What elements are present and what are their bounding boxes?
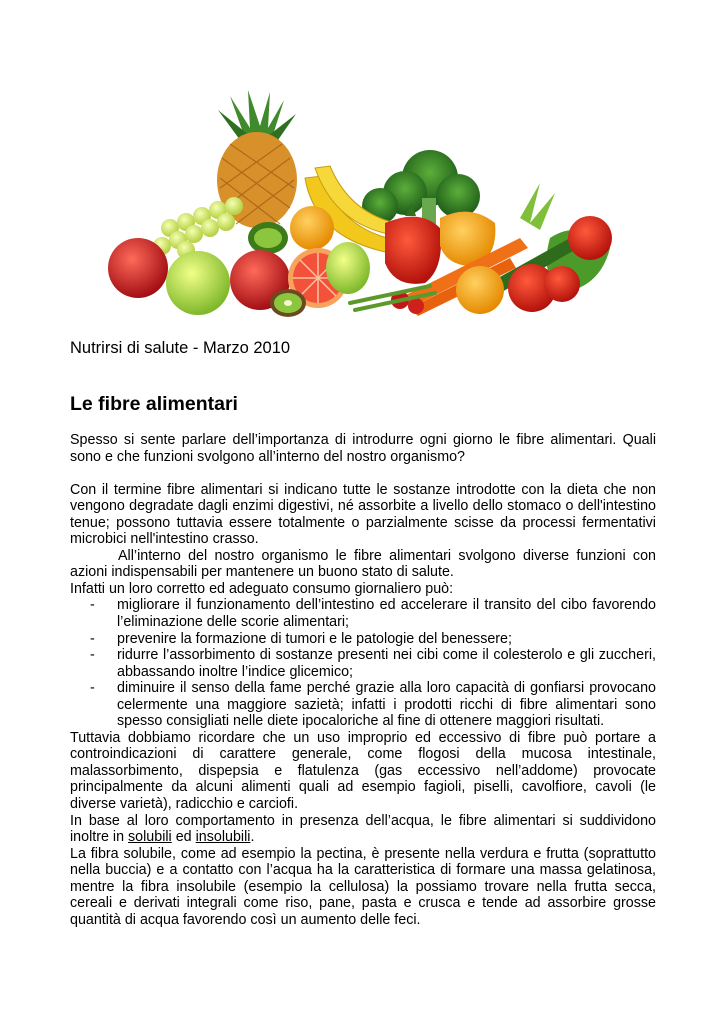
list-item: - migliorare il funzionamento dell’intestino ed accelerare il transito del cibo favorendo l’eliminazione delle scorie alimentari; — [90, 597, 656, 630]
kiwi — [270, 289, 306, 317]
intro-paragraph: Spesso si sente parlare dell’importanza di introdurre ogni giorno le fibre alimentari. Quali sono e che funzioni svolgono all’interno del nostro organismo? — [70, 432, 656, 465]
classification-paragraph: In base al loro comportamento in presenza dell’acqua, le fibre alimentari si suddividono inoltre in solubili ed insolubili. — [70, 812, 656, 846]
list-item: - diminuire il senso della fame perché grazie alla loro capacità di gonfiarsi provocano celermente una maggiore sazietà; infatti i prodotti ricchi di fibre alimentari sono spesso consigliati nelle diete ipocaloriche al fine di ottenere maggiori risultati. — [90, 680, 656, 730]
dash-marker: - — [90, 630, 95, 647]
list-item: - ridurre l’assorbimento di sostanze presenti nei cibi come il colesterolo e gli zuccheri, abbassando inoltre l’indice glicemico; — [90, 647, 656, 680]
functions-paragraph: All’interno del nostro organismo le fibre alimentari svolgono diverse funzioni con azioni indispensabili per mantenere un buono stato di salute. — [70, 547, 656, 581]
dash-marker: - — [90, 597, 95, 614]
page-subtitle: Nutrirsi di salute - Marzo 2010 — [70, 339, 291, 357]
warning-paragraph: Tuttavia dobbiamo ricordare che un uso improprio ed eccessivo di fibre può portare a controindicazioni di carattere generale, come flogosi della mucosa intestinale, malassorbimento, dispepsia e flatulenza (gas eccessivo nell’addome) provocate principalmente da alcuni alimenti quali ad esempio fagioli, piselli, cavolfiore, cavoli (le diverse varietà), radicchio e carciofi. — [70, 729, 656, 812]
article-body — [70, 432, 656, 928]
benefits-intro: Infatti un loro corretto ed adeguato consumo giornaliero può: — [70, 580, 454, 597]
definition-paragraph: Con il termine fibre alimentari si indicano tutte le sostanze introdotte con la dieta che non vengono degradate dagli enzimi digestivi, né assorbite a livello dello stomaco o dell'intestino tenue; possono tuttavia essere totalmente o parzialmente scisse da processi fermentativi microbici nell'intestino crasso. — [70, 481, 656, 548]
list-item: - prevenire la formazione di tumori e le patologie del benessere; — [90, 630, 512, 647]
soluble-term: solubili — [128, 829, 172, 846]
article-title: Le fibre alimentari — [70, 393, 238, 415]
insoluble-term: insolubili — [195, 829, 251, 846]
soluble-description-paragraph: La fibra solubile, come ad esempio la pectina, è presente nella verdura e frutta (soprattutto nella buccia) e a contatto con l’acqua ha la caratteristica di formare una massa gelatinosa, mentre la fibra insolubile (esempio la cellulosa) la possiamo trovare nella frutta secca, cereali e derivati integrali come riso, pane, pasta e crusca e tende ad assorbire grosse quantità di acqua favorendo così un aumento delle feci. — [70, 845, 656, 928]
fruit-vegetables-image — [100, 88, 624, 320]
dash-marker: - — [90, 680, 95, 697]
benefits-list — [70, 597, 656, 729]
dash-marker: - — [90, 647, 95, 664]
